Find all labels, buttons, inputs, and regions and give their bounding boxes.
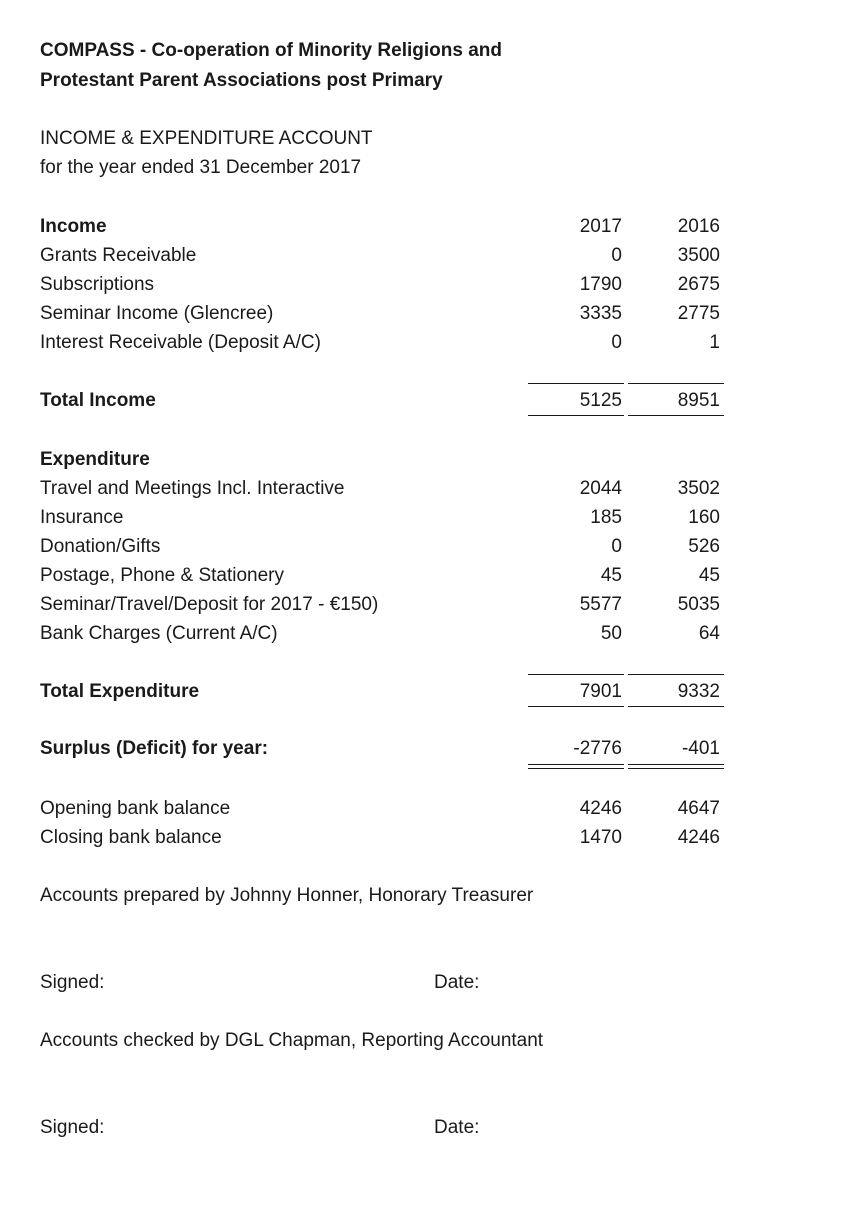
surplus-double-rule-1-2016: [628, 764, 724, 765]
income-row-2017: 1790: [579, 274, 622, 295]
prepared-by: Accounts prepared by Johnny Honner, Honorary Treasurer: [40, 885, 534, 906]
income-row-label: Grants Receivable: [40, 245, 197, 266]
signed-label: Signed:: [40, 972, 105, 993]
expenditure-row-label: Travel and Meetings Incl. Interactive: [40, 478, 345, 499]
expenditure-row-2016: 160: [688, 507, 720, 528]
expenditure-row-label: Bank Charges (Current A/C): [40, 623, 278, 644]
surplus-2017: -2776: [573, 738, 622, 759]
expenditure-row-2016: 3502: [677, 478, 720, 499]
statement-title: INCOME & EXPENDITURE ACCOUNT: [40, 128, 373, 149]
total-income-rule-bottom-2017: [528, 415, 624, 416]
total-income-2016: 8951: [677, 390, 720, 411]
total-income-rule-bottom-2016: [628, 415, 724, 416]
org-name-line-2: Protestant Parent Associations post Primary: [40, 70, 443, 91]
income-row-2017: 0: [611, 245, 622, 266]
income-row-2016: 2675: [677, 274, 720, 295]
closing-balance-2016: 4246: [677, 827, 720, 848]
expenditure-row-label: Insurance: [40, 507, 124, 528]
income-row-2017: 0: [611, 332, 622, 353]
expenditure-row-label: Donation/Gifts: [40, 536, 161, 557]
surplus-double-rule-2-2016: [628, 768, 724, 769]
total-expenditure-rule-bottom-2017: [528, 706, 624, 707]
surplus-double-rule-1-2017: [528, 764, 624, 765]
expenditure-row-2016: 5035: [677, 594, 720, 615]
income-row-label: Seminar Income (Glencree): [40, 303, 274, 324]
expenditure-row-2017: 2044: [579, 478, 622, 499]
total-expenditure-rule-top-2017: [528, 674, 624, 675]
total-expenditure-2017: 7901: [579, 681, 622, 702]
opening-balance-label: Opening bank balance: [40, 798, 231, 819]
total-expenditure-rule-top-2016: [628, 674, 724, 675]
expenditure-heading: Expenditure: [40, 449, 150, 470]
expenditure-row-2016: 526: [688, 536, 720, 557]
income-row-2017: 3335: [579, 303, 622, 324]
surplus-label: Surplus (Deficit) for year:: [40, 738, 269, 759]
surplus-double-rule-2-2017: [528, 768, 624, 769]
column-header-2016: 2016: [677, 216, 720, 237]
closing-balance-2017: 1470: [579, 827, 622, 848]
income-row-2016: 3500: [677, 245, 720, 266]
total-expenditure-rule-bottom-2016: [628, 706, 724, 707]
income-heading: Income: [40, 216, 107, 237]
opening-balance-2017: 4246: [579, 798, 622, 819]
total-expenditure-label: Total Expenditure: [40, 681, 200, 702]
org-name-line-1: COMPASS - Co-operation of Minority Religions and: [40, 40, 502, 61]
expenditure-row-2016: 45: [698, 565, 720, 586]
closing-balance-label: Closing bank balance: [40, 827, 222, 848]
total-expenditure-2016: 9332: [677, 681, 720, 702]
expenditure-row-2017: 45: [600, 565, 622, 586]
date-label-2: Date:: [434, 1117, 480, 1138]
statement-period: for the year ended 31 December 2017: [40, 157, 362, 178]
income-row-2016: 1: [709, 332, 720, 353]
income-row-label: Subscriptions: [40, 274, 155, 295]
date-label: Date:: [434, 972, 480, 993]
total-income-2017: 5125: [579, 390, 622, 411]
expenditure-row-2017: 5577: [579, 594, 622, 615]
income-row-2016: 2775: [677, 303, 720, 324]
total-income-rule-top-2017: [528, 383, 624, 384]
expenditure-row-2016: 64: [698, 623, 720, 644]
surplus-2016: -401: [681, 738, 720, 759]
total-income-label: Total Income: [40, 390, 156, 411]
expenditure-row-2017: 50: [600, 623, 622, 644]
expenditure-row-label: Seminar/Travel/Deposit for 2017 - €150): [40, 594, 379, 615]
expenditure-row-2017: 0: [611, 536, 622, 557]
signed-label-2: Signed:: [40, 1117, 105, 1138]
income-row-label: Interest Receivable (Deposit A/C): [40, 332, 321, 353]
expenditure-row-label: Postage, Phone & Stationery: [40, 565, 284, 586]
column-header-2017: 2017: [579, 216, 622, 237]
checked-by: Accounts checked by DGL Chapman, Reporting Accountant: [40, 1030, 544, 1051]
total-income-rule-top-2016: [628, 383, 724, 384]
opening-balance-2016: 4647: [677, 798, 720, 819]
expenditure-row-2017: 185: [590, 507, 622, 528]
